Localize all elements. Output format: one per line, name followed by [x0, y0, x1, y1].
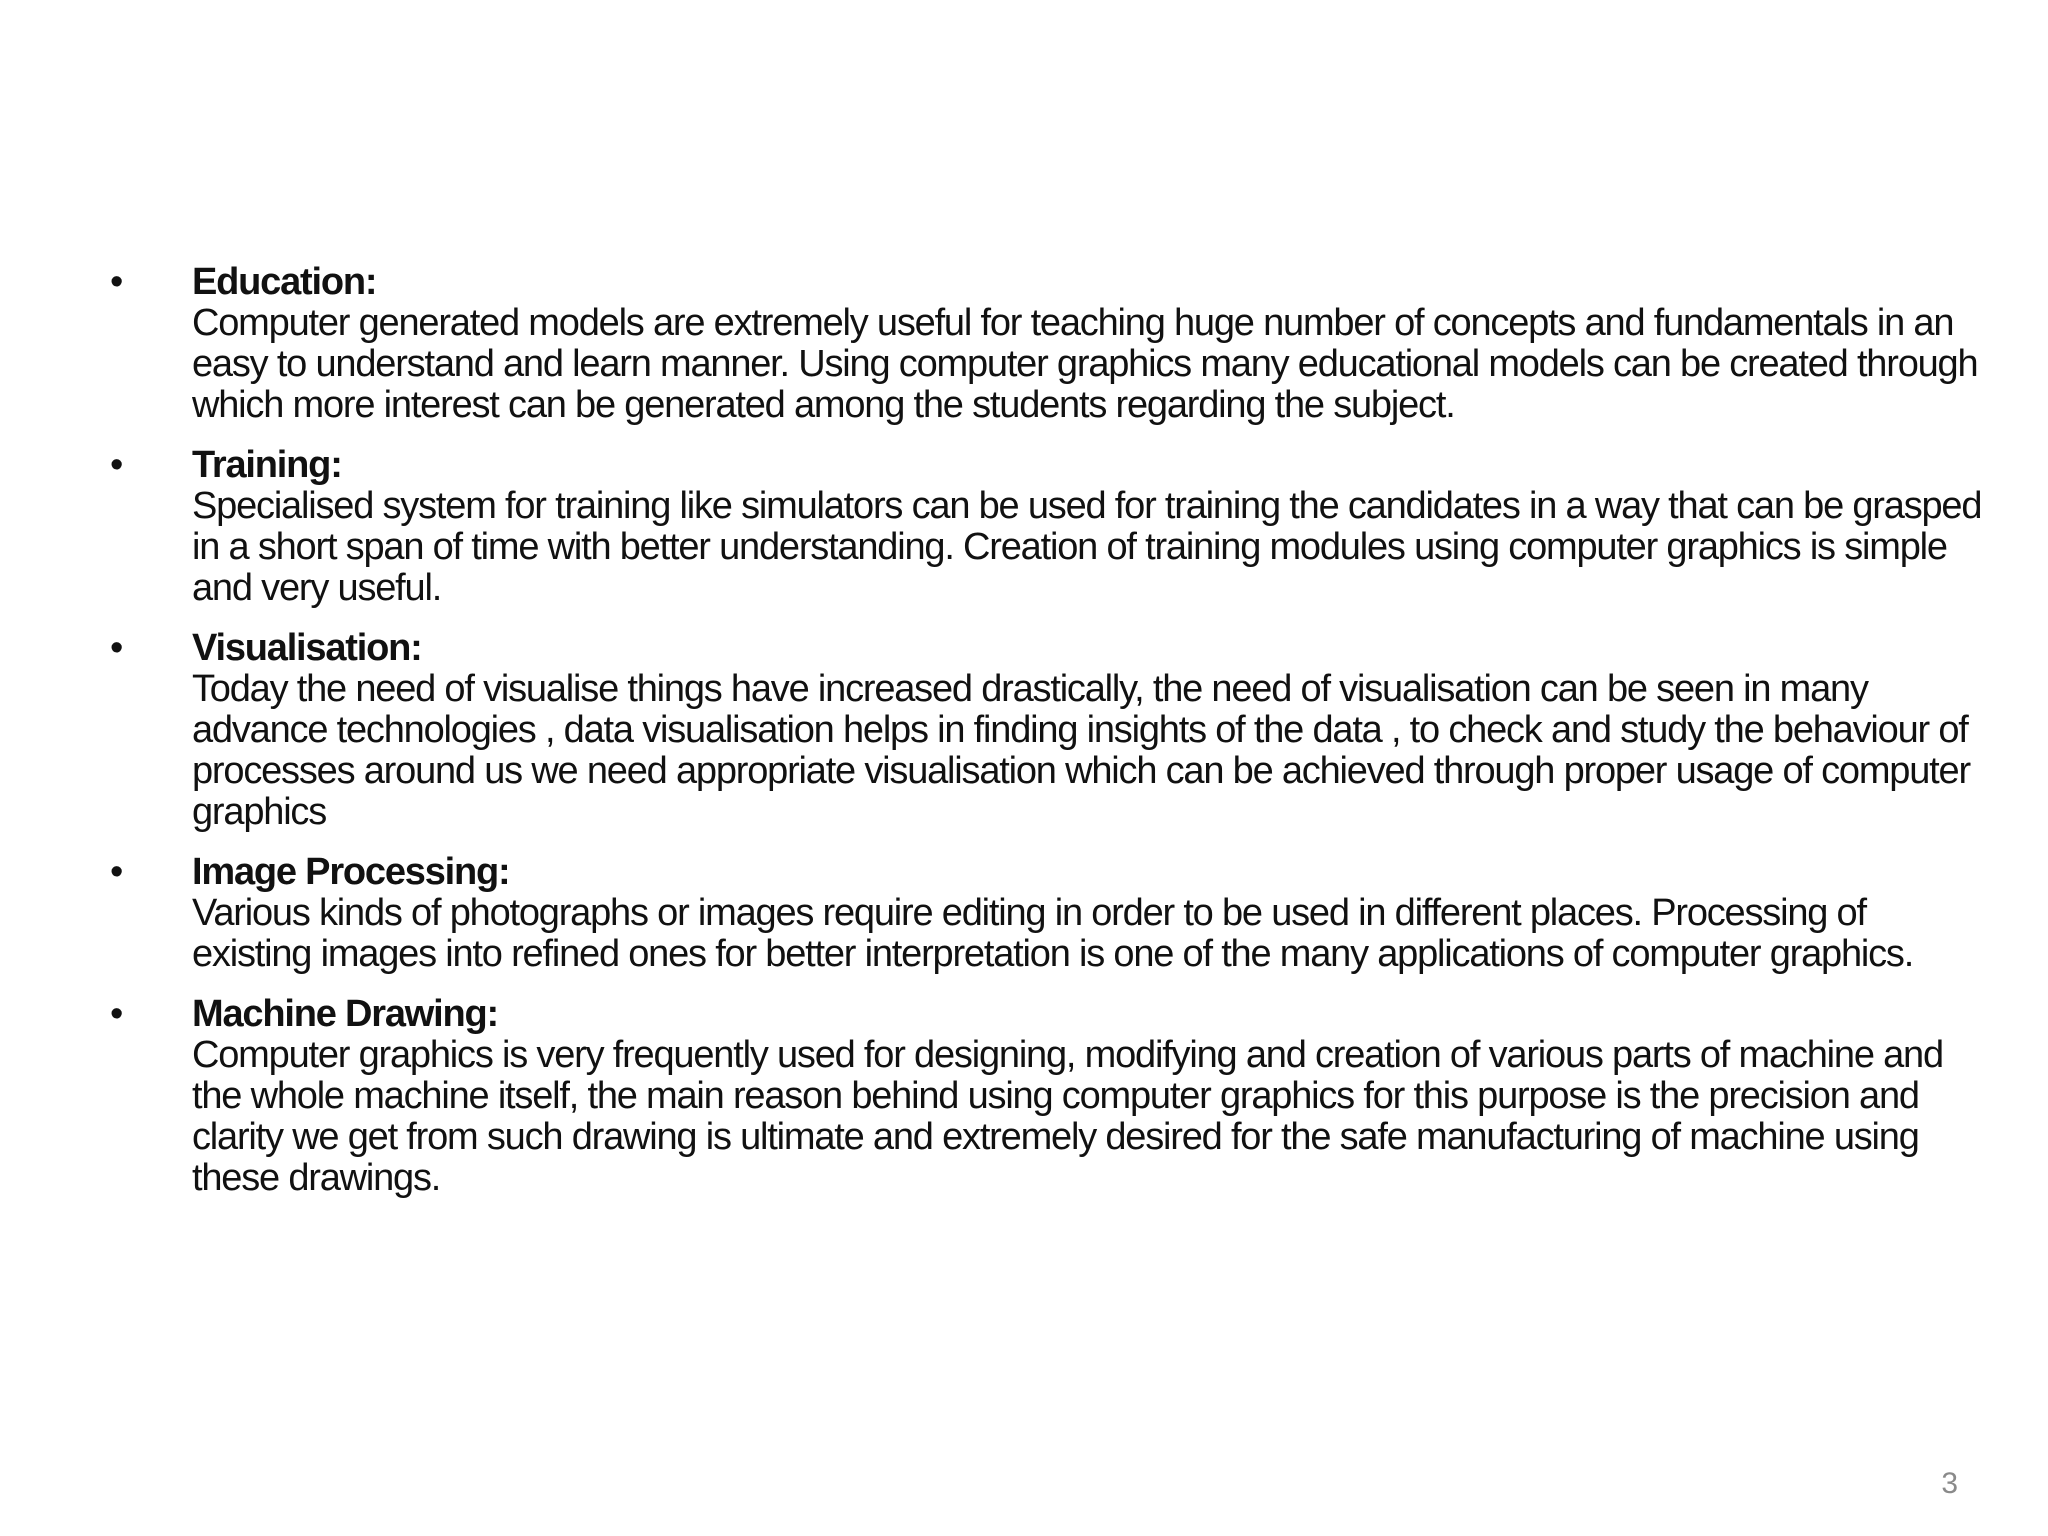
bullet-body: Specialised system for training like simulators can be used for training the candidates in a way that can be grasped in a short span of time with better understanding. Creation of training modules using computer graphics is simple and very useful.	[192, 485, 1982, 609]
bullet-item-image-processing	[110, 852, 1990, 975]
bullet-list	[110, 262, 1990, 1218]
bullet-title: Training:	[192, 444, 342, 486]
bullet-dot-icon: •	[110, 993, 124, 1035]
bullet-item-education	[110, 262, 1990, 426]
bullet-dot-icon: •	[110, 627, 124, 669]
bullet-body: Today the need of visualise things have increased drastically, the need of visualisation can be seen in many advance technologies , data visualisation helps in finding insights of the data , to check and study the behaviour of processes around us we need appropriate visualisation which can be achieved through proper usage of computer graphics	[192, 668, 1970, 833]
bullet-title: Education:	[192, 261, 377, 303]
bullet-item-visualisation	[110, 628, 1990, 833]
bullet-body: Various kinds of photographs or images require editing in order to be used in different places. Processing of existing images into refined ones for better interpretation is one of the many applications of computer graphics.	[192, 892, 1914, 975]
bullet-title: Visualisation:	[192, 627, 422, 669]
bullet-body: Computer graphics is very frequently used for designing, modifying and creation of various parts of machine and the whole machine itself, the main reason behind using computer graphics for this purpose is the precision and clarity we get from such drawing is ultimate and extremely desired for the safe manufacturing of machine using these drawings.	[192, 1034, 1943, 1199]
bullet-dot-icon: •	[110, 851, 124, 893]
bullet-dot-icon: •	[110, 444, 124, 486]
bullet-dot-icon: •	[110, 261, 124, 303]
bullet-body: Computer generated models are extremely useful for teaching huge number of concepts and fundamentals in an easy to understand and learn manner. Using computer graphics many educational models can be created through which more interest can be generated among the students regarding the subject.	[192, 302, 1978, 426]
bullet-item-training	[110, 445, 1990, 609]
bullet-item-machine-drawing	[110, 994, 1990, 1199]
page-number: 3	[1941, 1467, 1958, 1500]
bullet-title: Machine Drawing:	[192, 993, 498, 1035]
bullet-title: Image Processing:	[192, 851, 510, 893]
